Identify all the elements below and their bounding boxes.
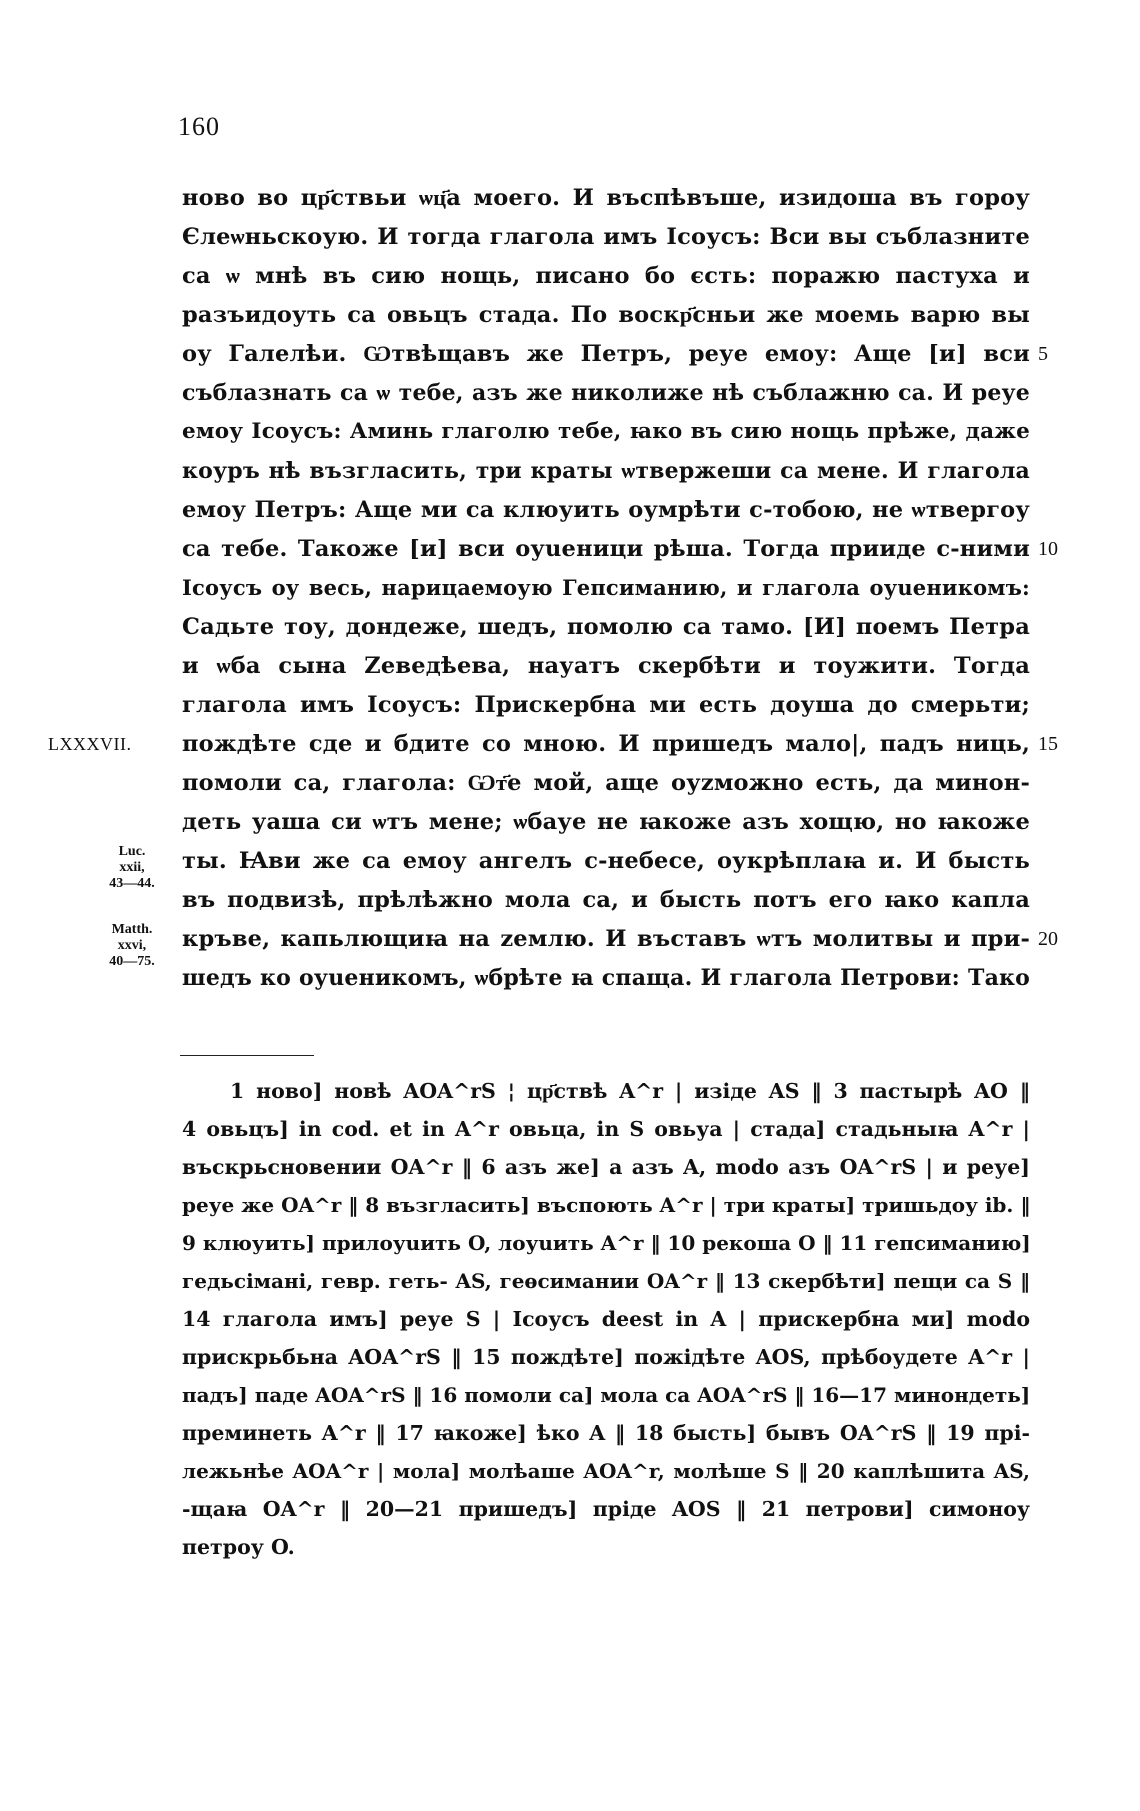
reference-book: Luc. <box>118 844 146 859</box>
reference-verses: 43—44. <box>109 876 155 891</box>
apparatus-line: прискрьбьна AOA^rS ‖ 15 пождѣте] пожідѣте AOS, прѣбоудете A^r | <box>182 1345 1030 1369</box>
text-line: Садьте тоу, дондеже, шедъ, помолю са тамо. [И] поемъ Петра <box>182 614 1030 640</box>
apparatus-line: падъ] паде AOA^rS ‖ 16 помоли са] мола са AOA^rS ‖ 16—17 минондеть] <box>182 1383 1031 1407</box>
apparatus-line: реуе же OA^r ‖ 8 възгласить] въспоють A^r | три краты] тришьдоу ib. ‖ <box>182 1193 1031 1217</box>
text-line: шедъ ко оуueникомъ, ѡбрѣте ꙗ спаща. И глагола Петрови: Тако <box>182 965 1030 991</box>
apparatus-line: 1 ново] новѣ AOA^rS ¦ цр҃ствѣ A^r | изіде AS ‖ 3 пастырѣ AO ‖ <box>230 1079 1030 1103</box>
text-line: емоу Ісоусъ: Аминь глаголю тебе, ꙗко въ сию нощь прѣже, даже <box>182 419 1030 444</box>
text-line: Єлеѡньскоую. И тогда глагола имъ Ісоусъ: Вси вы съблазните <box>182 224 1030 250</box>
footnote-divider <box>180 1055 314 1056</box>
text-line: емоу Петръ: Аще ми са клюуить оумрѣти с-тобою, не ѡтвергоу <box>182 497 1030 523</box>
text-line: и ѡба сына Zеведѣева, науатъ скербѣти и тоужити. Тогда <box>182 653 1030 679</box>
apparatus-line: 9 клюуить] прилоуuить O, лоуuить A^r ‖ 10 рекоша O ‖ 11 гепсиманию] <box>182 1231 1031 1255</box>
text-line: пождѣте сде и бдите со мною. И пришедъ мало|, падъ ниць, <box>182 731 1030 757</box>
apparatus-line: преминеть A^r ‖ 17 ꙗкоже] ѣко A ‖ 18 бысть] бывъ OA^rS ‖ 19 прі- <box>182 1421 1030 1445</box>
line-number: 20 <box>1038 928 1058 950</box>
apparatus-line: въскрьсновении OA^r ‖ 6 азъ же] а азъ A, modo азъ OA^rS | и реуе] <box>182 1155 1030 1179</box>
reference-chapter: xxii, <box>119 860 145 875</box>
text-line: са ѡ мнѣ въ сию нощь, писано бо єсть: поражю пастуха и <box>182 263 1030 289</box>
text-line: коуръ нѣ възгласить, три краты ѡтвержеши са мене. И глагола <box>182 458 1030 484</box>
page-number: 160 <box>178 112 220 141</box>
section-marker: LXXXVII. <box>48 734 132 754</box>
apparatus-line: 14 глагола имъ] реуе S | Ісоусъ deest in A | прискербна ми] modo <box>182 1307 1030 1331</box>
line-number: 15 <box>1038 733 1058 755</box>
line-number: 10 <box>1038 538 1058 560</box>
text-line: съблазнать са ѡ тебе, азъ же николиже нѣ съблажню са. И реуе <box>182 380 1030 406</box>
text-line: помоли са, глагола: Ѡт҃е мой, аще оуzможно есть, да минон- <box>182 770 1030 796</box>
text-line: кръве, капьлющиꙗ на zемлю. И въставъ ѡтъ молитвы и при- <box>182 926 1030 952</box>
apparatus-line: гедьсімані, гевр. геть- AS, геѳсимании OA^r ‖ 13 скербѣти] пещи са S ‖ <box>182 1269 1030 1293</box>
reference-book: Matth. <box>111 922 153 937</box>
text-line: оу Галелѣи. Ѡтвѣщавъ же Петръ, реуе емоу: Аще [и] вси <box>182 341 1030 367</box>
text-line: разъидоуть са овьцъ стада. По воскр҃сньи же моемь варю вы <box>182 302 1030 328</box>
text-line: деть уаша си ѡтъ мене; ѡбауе не ꙗкоже азъ хощю, но ꙗкоже <box>182 809 1030 835</box>
text-line: Ісоусъ оу весь, нарицаемоую Гепсиманию, и глагола оуueникомъ: <box>182 575 1030 600</box>
text-line: глагола имъ Ісоусъ: Прискербна ми есть доуша до смерьти; <box>182 692 1030 718</box>
reference-verses: 40—75. <box>109 954 155 969</box>
text-line: ново во цр҃ствьи ѡц҃а моего. И въспѣвъше, изидоша въ гороу <box>182 185 1030 211</box>
text-line: са тебе. Такоже [и] вси оуueници рѣша. Тогда прииде с-ними <box>182 536 1030 562</box>
apparatus-line: -щаꙗ OA^r ‖ 20—21 пришедъ] пріде AOS ‖ 21 петрови] симоноу <box>182 1497 1030 1521</box>
text-line: ты. Ꙗви же са емоу ангелъ с-небесе, оукрѣплаꙗ и. И бысть <box>182 848 1030 874</box>
reference-chapter: xxvi, <box>117 938 147 953</box>
gospel-reference <box>92 922 172 970</box>
text-line: въ подвизѣ, прѣлѣжно мола са, и бысть потъ его ꙗко капла <box>182 887 1030 913</box>
gospel-reference <box>92 844 172 892</box>
apparatus-line: петроу O. <box>182 1535 295 1559</box>
line-number: 5 <box>1038 343 1048 365</box>
apparatus-line: 4 овьцъ] in cod. et in A^r овьца, in S овьуа | стада] стадьныꙗ A^r | <box>182 1117 1030 1141</box>
apparatus-line: лежьнѣе AOA^r | мола] молѣаше AOA^r, молѣше S ‖ 20 каплѣшита AS, <box>182 1459 1030 1483</box>
